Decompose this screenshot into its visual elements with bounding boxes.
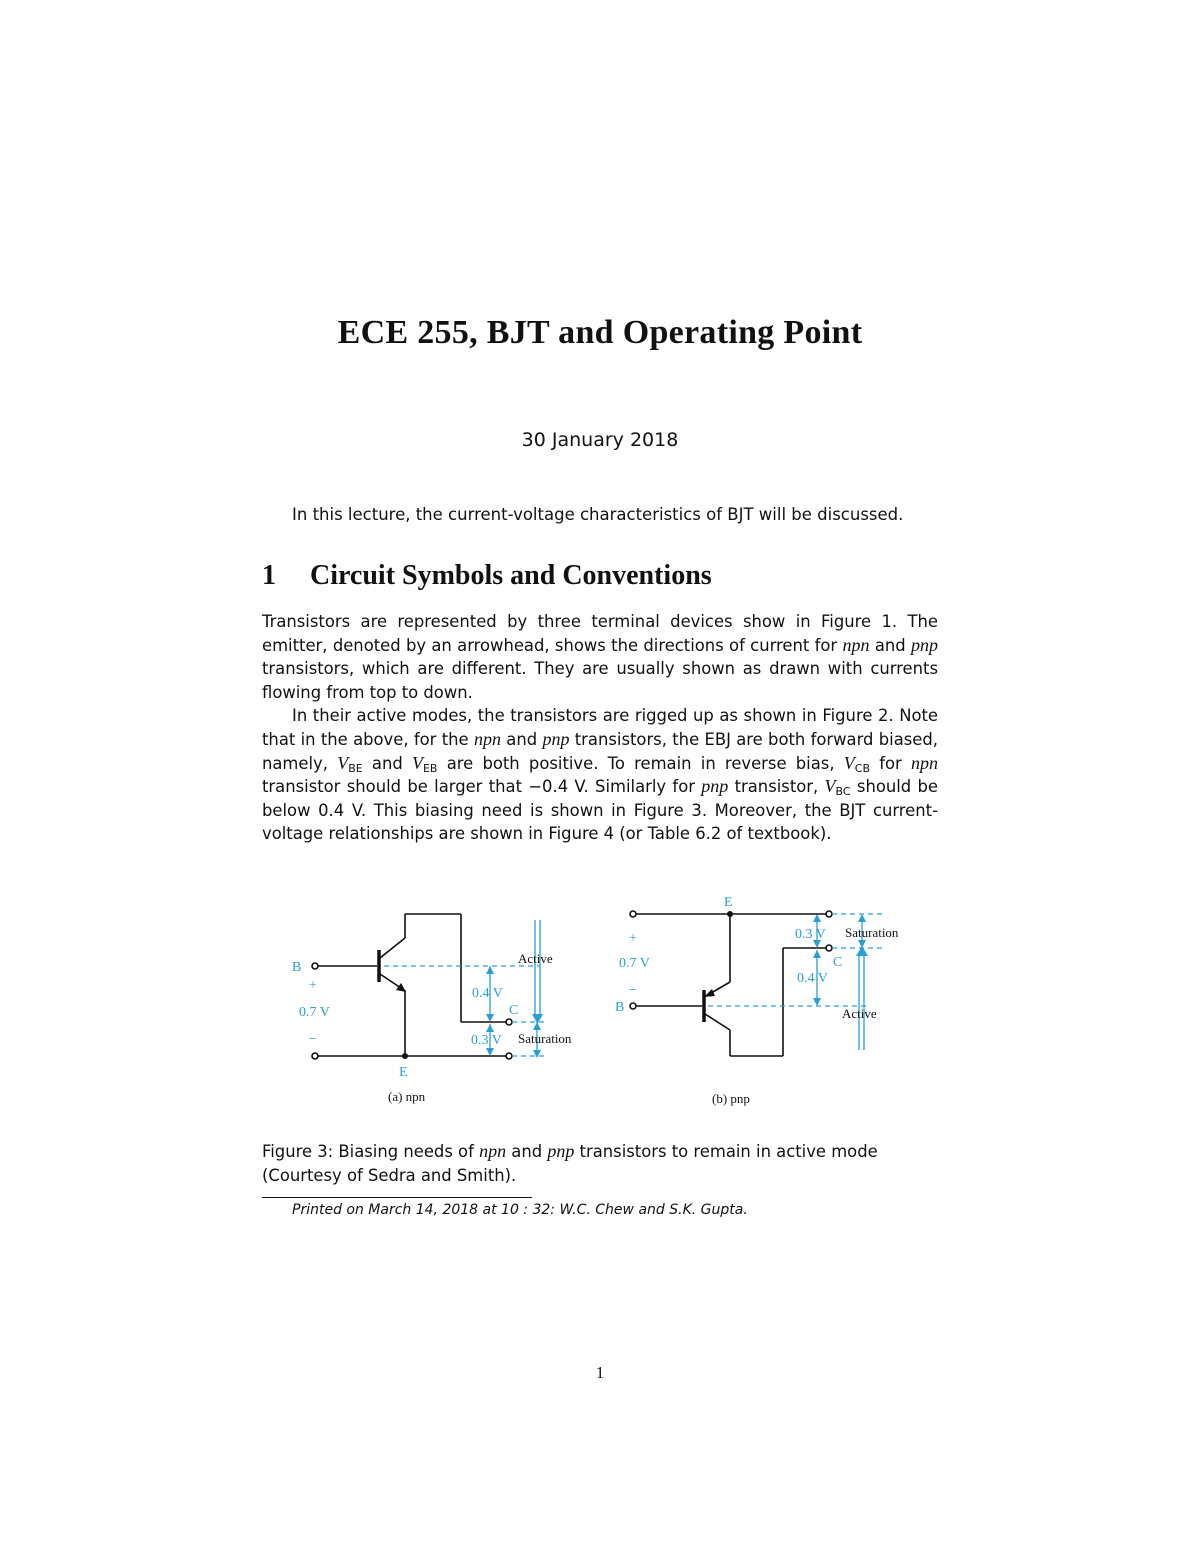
- caption-italic-pnp: pnp: [547, 1141, 575, 1161]
- p2-italic-pnp-2: pnp: [701, 776, 729, 797]
- npn-label-plus: +: [309, 978, 317, 993]
- p2-italic-pnp: pnp: [542, 728, 570, 749]
- footnote: Printed on March 14, 2018 at 10 : 32: W.C. Chew and S.K. Gupta.: [292, 1202, 748, 1218]
- symbol-veb: V: [411, 752, 423, 773]
- p1-text-2: and: [869, 635, 911, 655]
- caption-text-3: transistors to remain in active mode (Courtesy of Sedra and Smith).: [262, 1142, 878, 1185]
- symbol-vbc: V: [824, 776, 836, 797]
- section-title: Circuit Symbols and Conventions: [310, 560, 712, 591]
- page-number: 1: [595, 1363, 605, 1382]
- p2-text-9: should be below 0.4 V. This biasing need is shown in Figure 3. Moreover, the BJT current-voltage relationships are shown in Figure 4 (or Table 6.2 of textbook).: [262, 777, 939, 844]
- npn-label-vbe: 0.7 V: [299, 1005, 330, 1020]
- figure-caption: [262, 1140, 938, 1187]
- pnp-label-plus: +: [629, 931, 637, 946]
- section-number: 1: [262, 560, 276, 591]
- paper-title: ECE 255, BJT and Operating Point: [337, 314, 863, 351]
- emitter-left-terminal-npn: [312, 1053, 318, 1059]
- pnp-caption: (b) pnp: [712, 1091, 750, 1106]
- symbol-vbe: V: [337, 752, 349, 773]
- npn-label-c: C: [509, 1003, 519, 1018]
- pnp-label-03v: 0.3 V: [795, 927, 826, 942]
- p2-text-2: and: [500, 729, 543, 749]
- pnp-label-minus: −: [629, 983, 637, 998]
- npn-caption: (a) npn: [388, 1089, 426, 1104]
- subscript-be: BE: [348, 761, 363, 775]
- p2-text-4: and: [362, 753, 412, 773]
- collector-terminal-npn: [506, 1019, 512, 1025]
- npn-label-03v: 0.3 V: [471, 1033, 502, 1048]
- caption-text-1: Figure 3: Biasing needs of: [262, 1142, 480, 1161]
- npn-label-04v: 0.4 V: [472, 986, 503, 1001]
- emitter-right-terminal-npn: [506, 1053, 512, 1059]
- p2-text-7: transistor should be larger that −0.4 V. Similarly for: [262, 777, 702, 797]
- caption-italic-npn: npn: [479, 1141, 507, 1161]
- base-terminal-npn: [312, 963, 318, 969]
- p2-text-8: transistor,: [728, 777, 825, 797]
- emitter-right-terminal-pnp: [826, 911, 832, 917]
- paragraph-2: [262, 704, 938, 846]
- pnp-label-saturation: Saturation: [845, 925, 899, 940]
- paper-date: 30 January 2018: [521, 429, 679, 451]
- pnp-label-c: C: [833, 955, 843, 970]
- npn-label-b: B: [292, 960, 302, 975]
- npn-label-active: Active: [518, 951, 553, 966]
- p2-text-1: In their active modes, the transistors are rigged up as shown in Figure 2. Note that in the above, for the: [262, 706, 938, 749]
- npn-label-minus: −: [309, 1032, 317, 1047]
- pnp-labels: [615, 895, 899, 1106]
- subscript-bc: BC: [835, 785, 851, 799]
- abstract-text: In this lecture, the current-voltage characteristics of BJT will be discussed.: [292, 505, 904, 524]
- emitter-left-terminal-pnp: [630, 911, 636, 917]
- collector-terminal-pnp: [826, 945, 832, 951]
- pnp-label-b: B: [615, 1000, 625, 1015]
- section-heading: [262, 560, 712, 592]
- pnp-label-active: Active: [842, 1006, 877, 1021]
- figure-3-diagram: [280, 890, 940, 1110]
- npn-label-saturation: Saturation: [518, 1031, 572, 1046]
- footnote-rule: [262, 1197, 532, 1198]
- p1-text-1: Transistors are represented by three terminal devices show in Figure 1. The emitter, denoted by an arrowhead, shows the directions of current for: [262, 612, 938, 655]
- p1-text-3: transistors, which are different. They are usually shown as drawn with currents flowing from top to down.: [262, 659, 938, 702]
- subscript-eb: EB: [422, 761, 438, 775]
- pnp-label-e: E: [724, 895, 733, 910]
- p2-italic-npn-2: npn: [911, 752, 938, 773]
- p1-italic-pnp: pnp: [911, 634, 938, 655]
- pnp-label-04v: 0.4 V: [797, 971, 828, 986]
- paragraph-1: [262, 610, 938, 704]
- npn-label-e: E: [399, 1065, 408, 1080]
- base-terminal-pnp: [630, 1003, 636, 1009]
- npn-labels: [292, 951, 572, 1104]
- p2-text-6: for: [870, 753, 911, 773]
- body-text: [262, 610, 938, 846]
- caption-text-2: and: [506, 1142, 548, 1161]
- symbol-vcb: V: [843, 752, 855, 773]
- p2-text-5: are both positive. To remain in reverse bias,: [437, 753, 844, 773]
- p2-text-3: transistors, the EBJ are both forward biased, namely,: [262, 729, 939, 773]
- p1-italic-npn: npn: [842, 634, 870, 655]
- pnp-label-veb: 0.7 V: [619, 956, 650, 971]
- p2-italic-npn: npn: [473, 728, 501, 749]
- subscript-cb: CB: [854, 761, 870, 775]
